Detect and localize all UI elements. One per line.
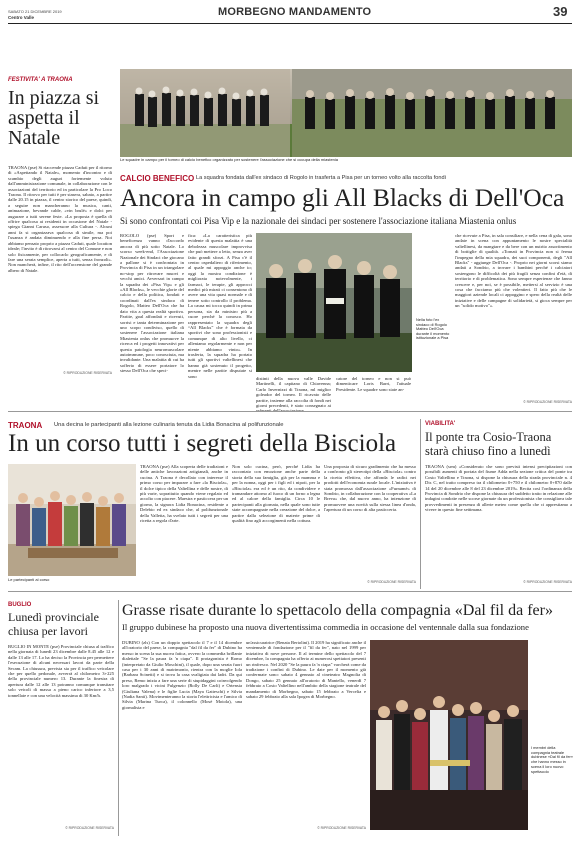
bisciola-col1: TRAONA (pse) Alla scoperta delle tradizioni e delle antiche lavorazioni artigianali, anche in cucina. A Traona è decollato con interesse il primo corso per imparare a fare «la Bisciola», il dolce tipico della Valtellina e delle nostre, di più varie, soprattutto quando viene regalato ed accolto con piacere. Maestra e pasticcera per un giorno, la signora Lidia Bonacina, residente a Delebio ed ex sindaco che, al polifunzionale della Valletta, ha svelato tutti i segreti per una ricetta a regola d'arte. — [140, 464, 228, 524]
bisciola-photo — [8, 464, 136, 576]
bisciola-photo-caption: Le partecipanti al corso — [8, 577, 50, 582]
header-section: MORBEGNO MANDAMENTO — [218, 6, 372, 18]
bisciola-kicker-sub: Una decina le partecipanti alla lezione culinaria tenuta da Lidia Bonacina al polifunzionale — [54, 422, 284, 428]
allblacks-col3b: catore del torneo e non si può dimenticare Loris Barri, l'attuale Presidente. Le squadre sono state an- — [336, 376, 411, 392]
dalfil-credit: © RIPRODUZIONE RISERVATA — [317, 826, 366, 830]
allblacks-title: Ancora in campo gli All Blacks di Dell'Oca — [120, 183, 565, 212]
allblacks-col3: distinti della nuova valle Davide Martinelli, il capitano di Chiavenna; Carlo Invernizzi di Traona, ml miglior goleador del torneo. Il ricavato delle partite, insieme alla raccolta di fondi nei giorni precedenti, è stato consegnato ai — [256, 376, 331, 409]
festival-title: In piazza si aspetta il Natale — [8, 87, 100, 149]
top-photo-caption: Le squadre in campo per il torneo di calcio benefico organizzato per sostenere l'associazione che si occupa della miastenia — [120, 157, 339, 162]
viabilita-body: TRAONA (srm) «Considerato che sono previsti intensi precipitazioni con possibili aumenti di portata del fiume Adda nella sezione critica del ponte tra Cosio Valtellino e Traona, si dispone la chiusura della strada provinciale n. 4 Dir. C, nel tratto compreso tra il chilometro 0+750 e il chilometro 0+870 dalle 14 del 20 dicembre alle 8 del 23 dicembre 2019». Recita così l'ordinanza della Provincia di Sondrio che dispone la chiusura del suddetto tratto in relazione alle indagini condotte nelle scorse giornate da un professionista che consigliava tale provvedimenti in presenza di allerte meteo come quella che ci apprestiamo a vivere in questo fine settimana. — [425, 464, 572, 513]
allblacks-col4: che ricevute a Pisa, in sala consiliare, e nella cena di gala, sono andate in scena con appuntamento le nostre specialità valtellinesi, da mangiare e da bere con un nutrito assortimento di bottiglie di qualità. «Tornati in Provincia non si ferma l'impegno della mia squadra, dei suoi componenti, degli "All Blacks" - aggiunge Dell'Oca -. Proprio nei giorni scorsi siamo andati a Sondrio, a trovare i bambini perché i calciatori sostengono le difficoltà dei più fragili senza confini d'età, di territorio e di problematica. Sono sempre esperienze che fanno crescere e, per noi, se è possibile, mettersi al servizio è una cosa che facciamo più che volentieri. Il fatto più che le maggiori aziende locali ci appoggino e spero della realtà delle iniziative e delle campagne di solidarietà, si gioca sempre per un "solido motivo"». — [455, 233, 572, 309]
allblacks-subtitle: Si sono confrontati coi Pisa Vip e la nazionale dei sindaci per sostenere l'associazione italiana Miastenia onlus — [120, 216, 517, 226]
buglio-title: Lunedì provinciale chiusa per lavori — [8, 610, 99, 638]
header-paper: Centro Valle — [8, 15, 35, 20]
festival-body: TRAONA (pse) Si riaccende piazza Caduti per il ritorno di «Aspettando il Natale», momento d'incontro e di scambio degli auguri fortemente voluto dall'amministrazione comunale, in collaborazione con le associazioni del territorio ed in particolare la Pro Loco Traona. Il ritrovo per tutti è per stasera, sabato, a partire dalle 20.15 in piazza, il centro storico del paese, quindi, a seguire non mancheranno la musica, canti, animazione, bevande calde, «vin brulé» e dolci per augurare a tutti serene feste. «La proposta è quella di offrire qualcosa ai residenti in occasione del Natale - spiega Gianni Caruso, assessore alla Cultura -. Alcuni anni fa si organizzava qualcosa di simile, ma poi l'usanza è andata diminuendo e alla fine persa. Noi abbiamo pensato proprio a piazza Caduti, quale location ideale; l'invito è di ritrovarsi al centro del Comune e non solo fisicamente, per collocarlo geograficamente, e di fare una serata semplice, aperta a tutti, senza fronzoli». Non mancherà, infine, il rito dell'accensione del grande albero di Natale. — [8, 165, 112, 273]
buglio-kicker: BUGLIO — [8, 602, 32, 608]
allblacks-photo — [256, 233, 412, 372]
bisciola-col2: Non solo cucina, però, perché Lidia ha raccontato con emozione anche parte della storia della sua famiglia, già per la mamma e per la nonna, oggi per i figli ed i nipoti, per la «Bisciola» era ed è un rito, da condividere e tramandare attorno al fuoco di un forno a legna ed al calore della famiglia. Circa 10 le partecipanti alla giornata, nella quale sono tutte state accompagnate nella creazione del dolce, a partire dalla selezione di materie prime di qualità fino agli accorgimenti nella cottura. — [232, 464, 320, 524]
divider-vertical-2 — [118, 600, 119, 836]
viabilita-title: Il ponte tra Cosio-Traona starà chiuso fino a lunedì — [425, 430, 552, 458]
buglio-body: BUGLIO IN MONTE (pse) Provinciale chiusa al traffico nella giornata di lunedì 23 dicembre dalle 8.45 alle 12 e dalle 13 alle 17. Lo ha deciso la Provincia per permettere l'esecuzione di alcuni necessari lavori da parte della Secam. La chiusura, prevista sia per il traffico veicolare che per quello pedonale, avverrà al chilometro 3+225 della provinciale numero 13. Durante la finestra di apertura dalle 12 alle 13 potranno comunque transitare solo veicoli di massa a pieno carico inferiore a 3,5 tonnellate e con una velocità massima di 30 Km/h. — [8, 644, 114, 698]
festival-kicker: FESTIVITA' A TRAONA — [8, 77, 73, 83]
allblacks-col1: ROGOLO (pse) Sport e beneficenza vanno d'accordo ancora di più sotto Natale. Lo scorso week-end, l'Associazione Nazionale dei Sindaci che giocano a pallone si è confrontata in Provincia di Pisa in un triangolare no-stop per ritrovare muovi e vecchi amici. Avversari in campo la squadra dei «Pisa Vip» e gli «All Blacks», le vecchie glorie del calcio e della politica, fondati e coordinati dall'ex sindaco di Rogolo, Matteo Dell'Oca che ha dato vita a questa realtà sportiva. Partite, goal affondati e ricevuti, sorrisi e tanta determinazione per uno scopo condiviso, quello di sostenere l'associazione italiana Miastenia onlus che promuove la ricerca ed i progetti innovativi per questa patologia neuromuscolare autoimmune, poco conosciuta, ma invalidante. Una malattia di cui ha sofferto di essere portatore lo stesso Dell'Oca che speci- — [120, 233, 184, 374]
dalfil-title: Grasse risate durante lo spettacolo della compagnia «Dal fil da fer» — [122, 602, 553, 619]
bisciola-col3: Una proposta di sicuro gradimento che ha messo a confronto gli stereotipi della «Bisciola» contro la ricetta effettiva, che affonda le radici nei prodotti dell'economia rurale locale. L'iniziativa è stata promossa dall'associazione «Furnamè» di Sondrio, in collaborazione con la cooperativa «La Breva» che, dal nuovo anno, ha intenzione di promuovere una novità sulla stessa linea d'onda, l'apertura di un corso di alta pasticceria. — [324, 464, 416, 513]
dalfil-subtitle: Il gruppo dubinese ha proposto una nuova divertentissima commedia in occasione del ventennale dalla sua fondazione — [122, 622, 529, 632]
allblacks-photo-caption: Nella foto l'ex sindaco di Rogolo Matteo Dell'Oca durante il momento istituzionale a Pisa — [416, 317, 450, 341]
dalfil-col1: DUBINO (zls) Con un doppio spettacolo il 7 e il 14 dicembre all'oratorio del paese, la compagnia "dal fil da fer" di Dubino ha messo in scena la sua nuova fatica, ovvero la commedia brillante dialettale "Se la paura fa 'n ciapa". Il protagonista è Romo (interpretato da Giulio Moschini), il quale, dopo una serata fuori casa per i 30 anni di matrimonio, rientra con la moglie Iola (Barbara Scinetti) e si trova la casa svaligiata dai ladri. Da qui preso, Remo inizia a fare una serie di stupidaggini coinvolgendo loro malgrado i vicini Fulgenzio (Rolly De Carli) e Ortensia (Giuliana Valena) e le figlie Lucia (Maya Gatteschi) e Silvia (Nadia Santi). Movimenteranno la storia l'elettricista e l'amico di Silvia (Marina Turca), il colonnello (Mosè Moiola), una giornalista e — [122, 640, 242, 710]
dalfil-col2: un'assicuratrice (Renata Bertolini). Il 2019 ha significato anche il ventennale di fondazione per il "fil da fer", nato nel 1999 per iniziativa di nove persone. Il al termine dello spettacolo del 7 dicembre, la compagnia ha offerto ai numerosi spettatori presenti un rinfresco. Nel 2020 "Se la paura fa 'n ciapa" varcherà come da tradizione i confini di Dubino. Le date per il momento già confermate sono: sabato 4 gennaio al cineteatro Magnolia di Dongo, sabato 25 gennaio all'oratorio di Mantello, venerdì 7 febbraio a Cosio Valtellino nell'ambito della stagione teatrale del mandamento di Morbegno, sabato 15 febbraio a Vercelia e sabato 29 febbraio alla sala Ipogea di Morbegno. — [246, 640, 367, 700]
allblacks-kicker-sub: La squadra fondata dall'ex sindaco di Rogolo in trasferta a Pisa per un torneo volto alla raccolta fondi — [196, 175, 446, 181]
divider-mid — [8, 411, 572, 412]
header-date: SABATO 21 DICEMBRE 2019 — [8, 9, 62, 14]
bisciola-kicker: TRAONA — [8, 421, 43, 430]
allblacks-kicker: CALCIO BENEFICO — [120, 174, 195, 183]
divider-lower — [8, 591, 572, 592]
bisciola-credit: © RIPRODUZIONE RISERVATA — [367, 580, 416, 584]
bisciola-title: In un corso tutti i segreti della Bisciola — [8, 430, 397, 457]
festival-credit: © RIPRODUZIONE RISERVATA — [63, 371, 112, 375]
top-photo — [120, 69, 572, 157]
dalfil-photo — [370, 640, 528, 830]
buglio-credit: © RIPRODUZIONE RISERVATA — [65, 826, 114, 830]
allblacks-credit: © RIPRODUZIONE RISERVATA — [523, 400, 572, 404]
divider-vertical — [420, 419, 421, 589]
viabilita-credit: © RIPRODUZIONE RISERVATA — [523, 580, 572, 584]
allblacks-col2: fica: «La caratteristica più evidente di questa malattia è una debolezza muscolare improvvisa che può mettere a letto, senza aver fatto grandi sforzi. A Pisa c'è il centro ospedaliero di riferimento, al quale mi appoggio anche io; oggi la mostra condizione è migliorata notevolmente, i farmaci, le terapie, gli approcci medici più mirati ci consentono di avere una vita quasi normale e di tenere sotto controllo il problema. La causa mi tocca quindi in prima persona, sia da ministro più a cuore perché la conosco. Ho rappresentato la squadra degli “All Blacks” che è formata da sportivi che sono professionisti e comunque di alto livello, ci alleniamo regolarmente e non per niente abbiamo vinto». In trasferta, la squadra ha portato tutti gli sportivi valtellinesi che hanno già sostenuto il progetto, mentre nelle partite disputate si sono — [188, 233, 252, 379]
dalfil-photo-caption: I membri della compagnia teatrale dubinese «Dal fil da fer» che hanno messo in scena il loro nuovo spettacolo — [531, 745, 573, 774]
header-rule — [8, 23, 572, 24]
page-number: 39 — [553, 4, 568, 19]
viabilita-kicker: VIABILITA' — [425, 421, 456, 427]
